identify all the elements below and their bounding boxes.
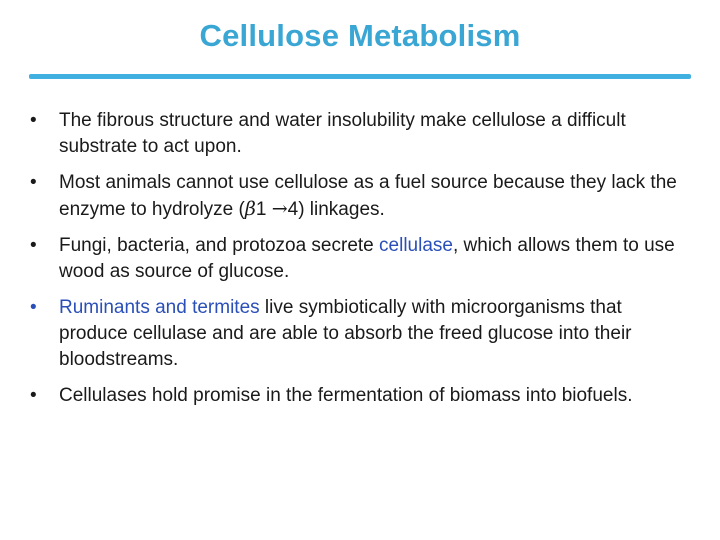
bullet-dot: • [30, 172, 37, 193]
bullet-text-end: , which allows them to use wood as source of glucose. [59, 235, 675, 282]
bullet-item-5 [30, 383, 690, 409]
bullet-item-2 [30, 170, 690, 223]
highlight-cellulase: cellulase [379, 235, 453, 256]
bullet-text: Most animals cannot use cellulose as a fuel source because they lack the enzyme to hydrolyze ( [59, 172, 677, 220]
bullet-list [30, 108, 690, 419]
arrow-symbol: → [271, 198, 288, 220]
bullet-text: The fibrous structure and water insolubility make cellulose a difficult substrate to act upon. [59, 110, 626, 157]
bullet-text-end: 4) linkages. [287, 199, 385, 220]
bullet-item-1 [30, 108, 690, 160]
bullet-item-4 [30, 295, 690, 373]
bullet-text: Cellulases hold promise in the fermentation of biomass into biofuels. [59, 385, 633, 406]
slide-title: Cellulose Metabolism [199, 18, 521, 53]
bullet-text: Fungi, bacteria, and protozoa secrete [59, 235, 380, 256]
bullet-dot: • [30, 385, 37, 406]
title-underline [29, 74, 691, 79]
bullet-dot: • [30, 110, 37, 131]
bullet-dot: • [30, 297, 37, 318]
bullet-dot: • [30, 235, 37, 256]
bullet-text: live symbiotically with microorganisms that produce cellulase and are able to absorb the freed glucose into their bloodstreams. [59, 297, 632, 370]
beta-symbol: β [244, 198, 256, 220]
highlight-ruminants-termites: Ruminants and termites [59, 297, 260, 318]
bullet-item-3 [30, 233, 690, 285]
linkage-number: 1 [255, 199, 272, 220]
